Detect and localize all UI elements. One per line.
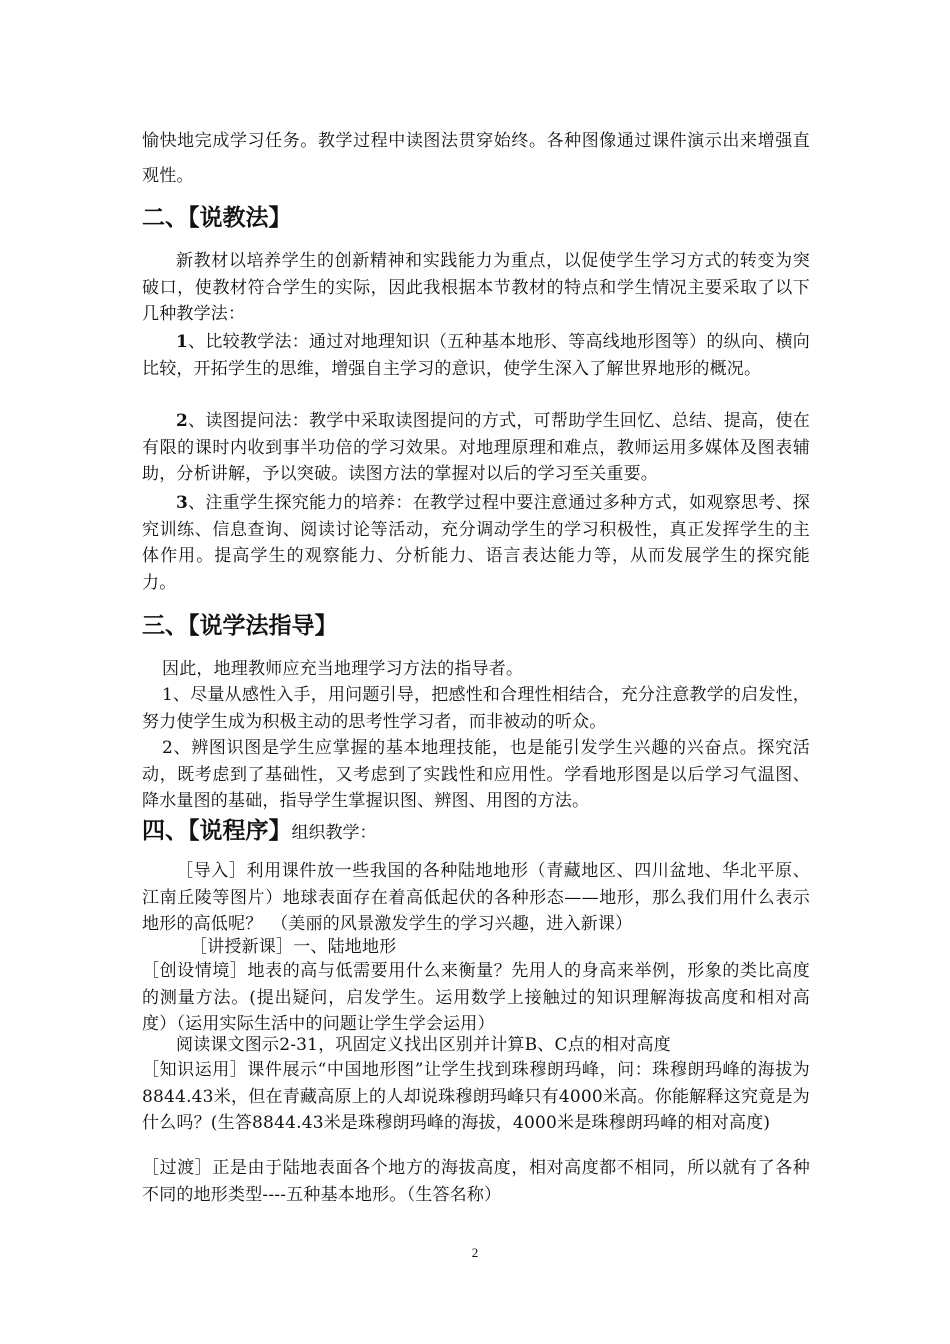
item-text: 、读图提问法：教学中采取读图提问的方式，可帮助学生回忆、总结、提高，使在有限的课时内收到事半功倍的学习效果。对地理原理和难点，教师运用多媒体及图表辅助，分析讲解，予以突破。读图方法的掌握对以后的学习至关重要。 [142,411,810,484]
section2-intro: 新教材以培养学生的创新精神和实践能力为重点，以促使学生学习方式的转变为突破口，使教材符合学生的实际，因此我根据本节教材的特点和学生情况主要采取了以下几种教学法： [142,251,810,324]
section2-item-2 [142,408,810,488]
section4-heading-title: 四、【说程序】 [142,818,292,844]
section4-reading-paragraph: 阅读课文图示2-31，巩固定义找出区别并计算B、C点的相对高度 [176,1035,671,1055]
item-number: 1 [176,332,189,352]
intro-paragraph: 愉快地完成学习任务。教学过程中读图法贯穿始终。各种图像通过课件演示出来增强直观性。 [142,131,810,186]
item-number: 3 [176,493,189,513]
page-number: 2 [471,1245,479,1260]
item-text: 、比较教学法：通过对地理知识（五种基本地形、等高线地形图等）的纵向、横向比较，开拓学生的思维，增强自主学习的意识，使学生深入了解世界地形的概况。 [142,332,810,379]
section4-scenario-paragraph: ［创设情境］地表的高与低需要用什么来衡量？先用人的身高来举例，形象的类比高度的测量方法。(提出疑问，启发学生。运用数学上接触过的知识理解海拔高度和相对高度）（运用实际生活中的问题让学生学会运用） [142,961,810,1034]
section4-heading [142,816,810,848]
section2-heading: 二、【说教法】 [142,205,292,231]
section4-knowledge-paragraph: ［知识运用］课件展示“中国地形图”让学生找到珠穆朗玛峰，问：珠穆朗玛峰的海拔为8844.43米，但在青藏高原上的人却说珠穆朗玛峰只有4000米高。你能解释这究竟是为什么吗？(生答8844.43米是珠穆朗玛峰的海拔，4000米是珠穆朗玛峰的相对高度) [142,1060,810,1133]
section2-item-1 [142,329,810,382]
section3-paragraph-3: 2、辨图识图是学生应掌握的基本地理技能，也是能引发学生兴趣的兴奋点。探究活动，既考虑到了基础性，又考虑到了实践性和应用性。学看地形图是以后学习气温图、降水量图的基础，指导学生掌握识图、辨图、用图的方法。 [142,738,810,811]
item-number: 2 [176,411,189,431]
section4-transition-paragraph: ［过渡］正是由于陆地表面各个地方的海拔高度，相对高度都不相同，所以就有了各种不同的地形类型----五种基本地形。（生答名称） [142,1158,810,1205]
section4-heading-tail: 组织教学： [291,823,377,843]
section3-paragraph-1: 因此，地理教师应充当地理学习方法的指导者。 [162,659,524,679]
section4-intro-paragraph: ［导入］利用课件放一些我国的各种陆地地形（青藏地区、四川盆地、华北平原、江南丘陵等图片）地球表面存在着高低起伏的各种形态——地形，那么我们用什么表示地形的高低呢？ （美丽的风景激发学生的学习兴趣，进入新课） [142,861,810,934]
section3-paragraph-2: 1、尽量从感性入手，用问题引导，把感性和合理性相结合，充分注意教学的启发性，努力使学生成为积极主动的思考性学习者，而非被动的听众。 [142,685,810,732]
item-text: 、注重学生探究能力的培养：在教学过程中要注意通过多种方式，如观察思考、探究训练、信息查询、阅读讨论等活动，充分调动学生的学习积极性，真正发挥学生的主体作用。提高学生的观察能力、分析能力、语言表达能力等，从而发展学生的探究能力。 [142,493,810,593]
section3-heading: 三、【说学法指导】 [142,613,338,639]
section2-item-3 [142,490,810,596]
section4-new-lesson: ［讲授新课］一、陆地地形 [190,937,397,957]
